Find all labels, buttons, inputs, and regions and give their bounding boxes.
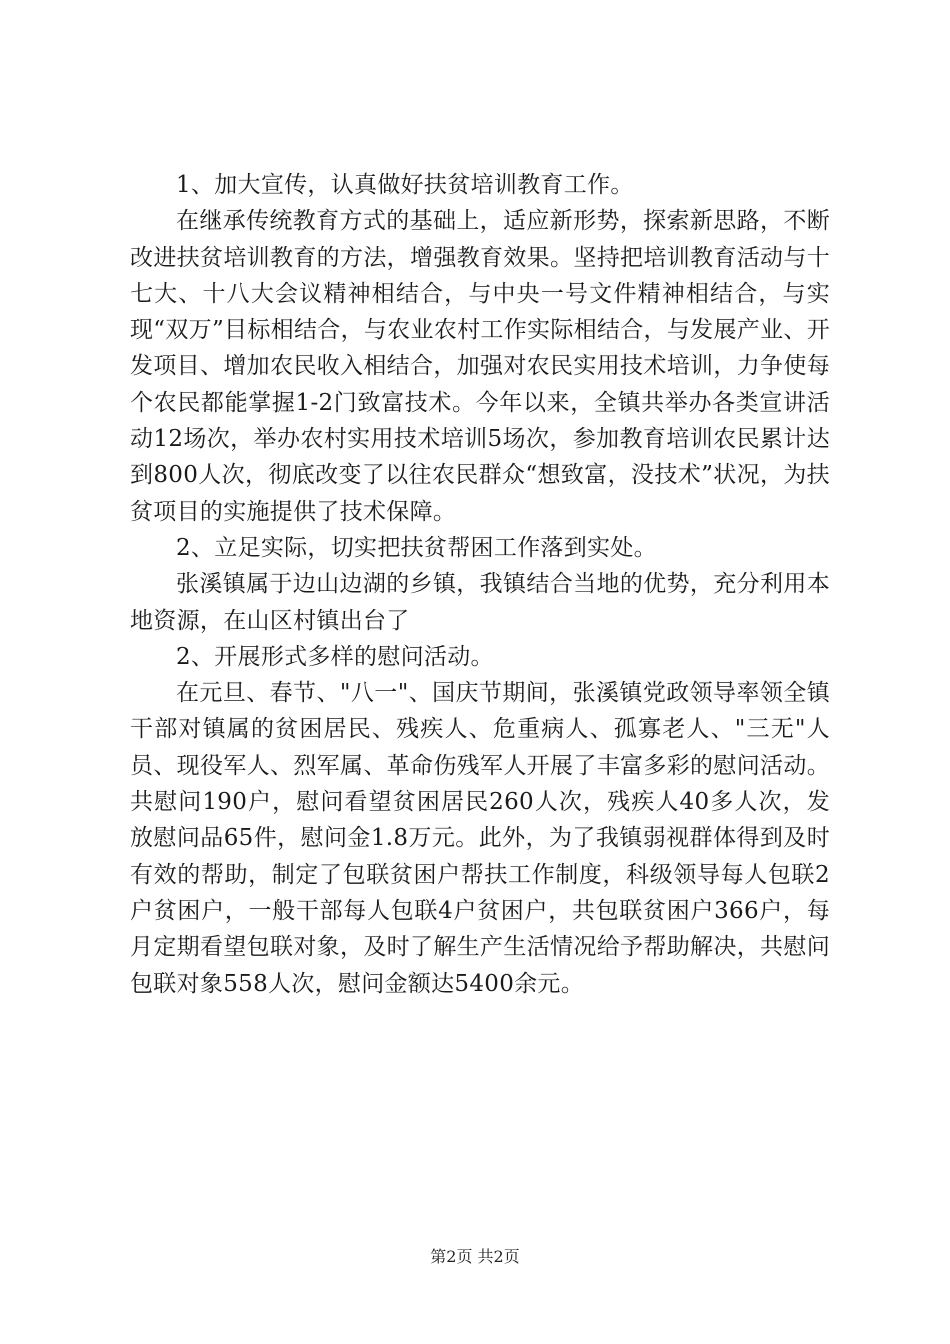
page-number: 第2页 共2页 (430, 1247, 520, 1266)
paragraph-zhangxi: 张溪镇属于边山边湖的乡镇，我镇结合当地的优势，充分利用本地资源，在山区村镇出台了 (130, 571, 830, 634)
section-heading-2: 2、立足实际，切实把扶贫帮困工作落到实处。 (176, 534, 657, 561)
paragraph-condolence: 在元旦、春节、"八一"、国庆节期间，张溪镇党政领导率领全镇干部对镇属的贫困居民、残疾人、危重病人、孤寡老人、"三无"人员、现役军人、烈军属、革命伤残军人开展了丰富多彩的慰问活动。共慰问190户，慰问看望贫困居民260人次，残疾人40多人次，发放慰问品65件，慰问金1.8万元。此外，为了我镇弱视群体得到及时有效的帮助，制定了包联贫困户帮扶工作制度，科级领导每人包联2户贫困户，一般干部每人包联4户贫困户，共包联贫困户366户，每月定期看望包联对象，及时了解生产生活情况给予帮助解决，共慰问包联对象558人次，慰问金额达5400余元。 (130, 680, 830, 997)
section-heading-1: 1、加大宣传，认真做好扶贫培训教育工作。 (176, 172, 634, 198)
paragraph-training: 在继承传统教育方式的基础上，适应新形势，探索新思路，不断改进扶贫培训教育的方法，增强教育效果。坚持把培训教育活动与十七大、十八大会议精神相结合，与中央一号文件精神相结合，与实现“双万”目标相结合，与农业农村工作实际相结合，与发展产业、开发项目、增加农民收入相结合，加强对农民实用技术培训，力争使每个农民都能掌握1-2门致富技术。今年以来，全镇共举办各类宣讲活动12场次，举办农村实用技术培训5场次，参加教育培训农民累计达到800人次，彻底改变了以往农民群众“想致富，没技术”状况，为扶贫项目的实施提供了技术保障。 (130, 208, 830, 525)
section-heading-3: 2、开展形式多样的慰问活动。 (176, 643, 494, 670)
document-body (130, 167, 830, 1002)
